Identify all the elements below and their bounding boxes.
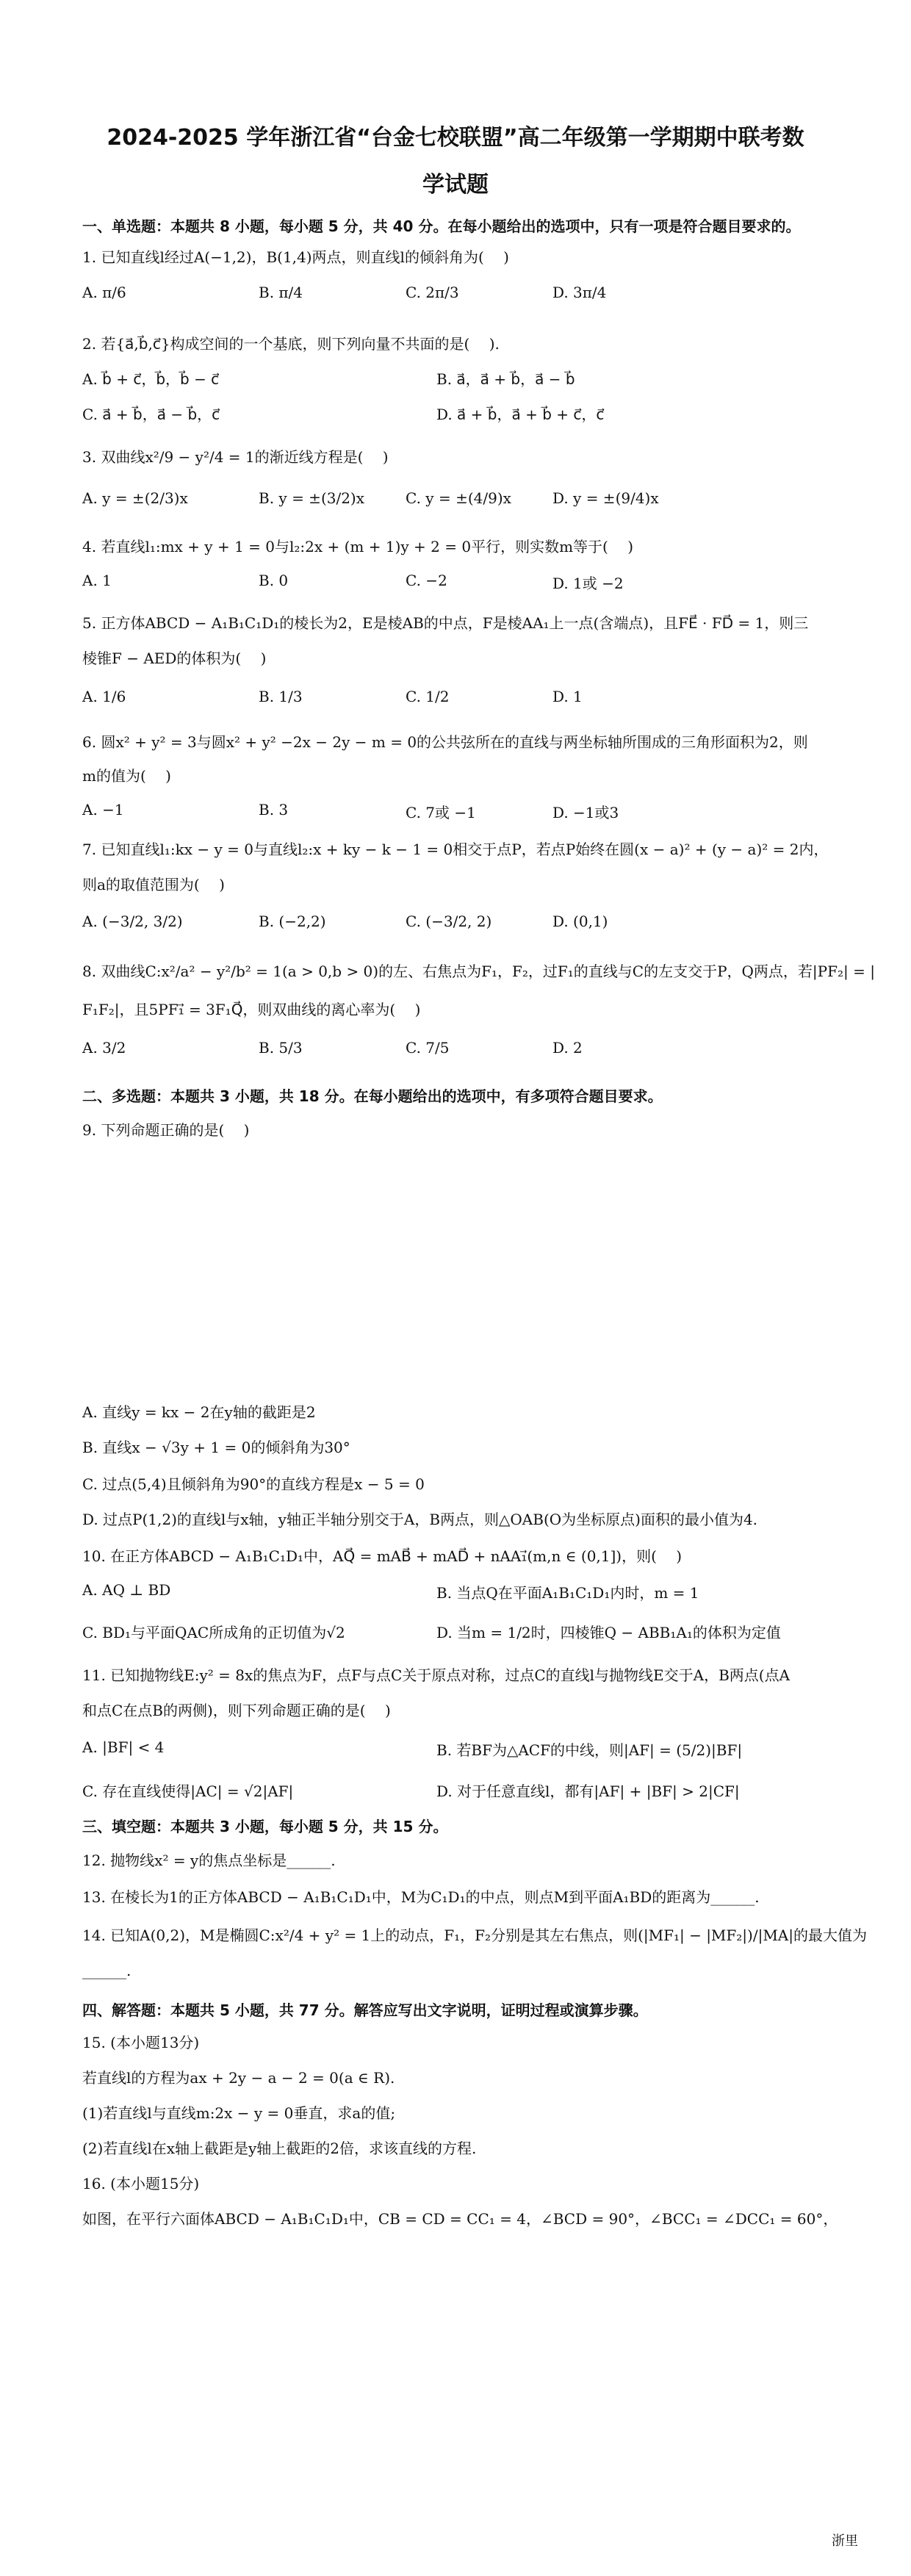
question-3-option-a: A. y = ±(2/3)x <box>82 489 188 507</box>
question-7-option-d: D. (0,1) <box>552 913 608 930</box>
question-4-option-c: C. −2 <box>406 572 447 589</box>
question-3-stem: 3. 双曲线x²/9 − y²/4 = 1的渐近线方程是( ) <box>82 448 389 466</box>
question-5-stem-line2: 棱锥F − AED的体积为( ) <box>82 650 267 667</box>
question-8-option-d: D. 2 <box>552 1039 583 1057</box>
question-7-option-a: A. (−3/2, 3/2) <box>82 913 183 930</box>
question-8-stem-line2: F₁F₂|，且5PF₁⃗ = 3F₁Q⃗，则双曲线的离心率为( ) <box>82 1001 421 1018</box>
section-heading-multiple-choice: 二、多选题：本题共 3 小题，共 18 分。在每小题给出的选项中，有多项符合题目要求。 <box>82 1087 663 1105</box>
question-16-stem: 如图，在平行六面体ABCD − A₁B₁C₁D₁中，CB = CD = CC₁ = 4，∠BCD = 90°，∠BCC₁ = ∠DCC₁ = 60°， <box>82 2210 838 2228</box>
question-5-option-d: D. 1 <box>552 688 583 705</box>
section-heading-single-choice: 一、单选题：本题共 8 小题，每小题 5 分，共 40 分。在每小题给出的选项中，只有一项是符合题目要求的。 <box>82 217 801 235</box>
question-10-option-c: C. BD₁与平面QAC所成角的正切值为√2 <box>82 1624 345 1641</box>
question-2-option-a: A. b⃗ + c⃗，b⃗，b⃗ − c⃗ <box>82 370 220 388</box>
section-heading-fill-in: 三、填空题：本题共 3 小题，每小题 5 分，共 15 分。 <box>82 1818 448 1835</box>
question-2-option-b: B. a⃗，a⃗ + b⃗，a⃗ − b⃗ <box>436 370 575 388</box>
question-11-option-a: A. |BF| < 4 <box>82 1738 165 1756</box>
question-16-heading: 16. (本小题15分) <box>82 2175 200 2192</box>
question-15-part-1: (1)若直线l与直线m:2x − y = 0垂直，求a的值; <box>82 2104 396 2122</box>
question-11-option-d: D. 对于任意直线l，都有|AF| + |BF| > 2|CF| <box>436 1782 740 1800</box>
question-6-stem-line2: m的值为( ) <box>82 767 171 785</box>
question-7-stem-line2: 则a的取值范围为( ) <box>82 876 225 893</box>
question-10-option-b: B. 当点Q在平面A₁B₁C₁D₁内时，m = 1 <box>436 1584 699 1602</box>
question-11-option-b: B. 若BF为△ACF的中线，则|AF| = (5/2)|BF| <box>436 1741 743 1759</box>
question-8-option-a: A. 3/2 <box>82 1039 126 1057</box>
question-9-option-c: C. 过点(5,4)且倾斜角为90°的直线方程是x − 5 = 0 <box>82 1475 425 1493</box>
question-5-option-b: B. 1/3 <box>259 688 303 705</box>
question-15-stem: 若直线l的方程为ax + 2y − a − 2 = 0(a ∈ R). <box>82 2069 395 2087</box>
question-9-option-b: B. 直线x − √3y + 1 = 0的倾斜角为30° <box>82 1439 350 1456</box>
question-4-stem: 4. 若直线l₁:mx + y + 1 = 0与l₂:2x + (m + 1)y + 2 = 0平行，则实数m等于( ) <box>82 538 634 555</box>
question-10-option-a: A. AQ ⊥ BD <box>82 1581 171 1599</box>
question-7-stem-line1: 7. 已知直线l₁:kx − y = 0与直线l₂:x + ky − k − 1 = 0相交于点P，若点P始终在圆(x − a)² + (y − a)² = 2内， <box>82 841 829 858</box>
document-title-line2: 学试题 <box>422 172 489 198</box>
question-1-option-a: A. π/6 <box>82 284 126 301</box>
question-7-option-b: B. (−2,2) <box>259 913 326 930</box>
question-8-stem-line1: 8. 双曲线C:x²/a² − y²/b² = 1(a > 0,b > 0)的左、右焦点为F₁，F₂，过F₁的直线与C的左支交于P，Q两点，若|PF₂| = | <box>82 963 875 980</box>
question-5-option-c: C. 1/2 <box>406 688 450 705</box>
question-15-part-2: (2)若直线l在x轴上截距是y轴上截距的2倍，求该直线的方程. <box>82 2140 477 2157</box>
question-6-option-a: A. −1 <box>82 801 124 819</box>
question-5-option-a: A. 1/6 <box>82 688 126 705</box>
question-6-option-c: C. 7或 −1 <box>406 804 476 821</box>
question-11-stem-line2: 和点C在点B的两侧)，则下列命题正确的是( ) <box>82 1702 391 1719</box>
page-footer-mark: 浙里 <box>832 2533 858 2549</box>
question-14-stem-line2: ______. <box>82 1962 132 1979</box>
question-11-stem-line1: 11. 已知抛物线E:y² = 8x的焦点为F，点F与点C关于原点对称，过点C的直线l与抛物线E交于A，B两点(点A <box>82 1666 791 1684</box>
section-heading-solution: 四、解答题：本题共 5 小题，共 77 分。解答应写出文字说明，证明过程或演算步骤。 <box>82 2001 648 2019</box>
question-9-stem: 9. 下列命题正确的是( ) <box>82 1121 250 1139</box>
document-title-line1: 2024-2025 学年浙江省“台金七校联盟”高二年级第一学期期中联考数 <box>107 125 804 151</box>
question-3-option-c: C. y = ±(4/9)x <box>406 489 511 507</box>
question-2-option-d: D. a⃗ + b⃗，a⃗ + b⃗ + c⃗，c⃗ <box>436 406 605 423</box>
question-4-option-d: D. 1或 −2 <box>552 575 624 592</box>
question-1-stem: 1. 已知直线l经过A(−1,2)，B(1,4)两点，则直线l的倾斜角为( ) <box>82 248 509 266</box>
question-15-heading: 15. (本小题13分) <box>82 2034 200 2051</box>
question-9-option-a: A. 直线y = kx − 2在y轴的截距是2 <box>82 1403 316 1421</box>
question-6-option-b: B. 3 <box>259 801 289 819</box>
question-6-option-d: D. −1或3 <box>552 804 619 821</box>
question-5-stem-line1: 5. 正方体ABCD − A₁B₁C₁D₁的棱长为2，E是棱AB的中点，F是棱AA₁上一点(含端点)，且FE⃗ · FD⃗ = 1，则三 <box>82 614 809 632</box>
question-12-stem: 12. 抛物线x² = y的焦点坐标是______. <box>82 1852 336 1869</box>
question-2-option-c: C. a⃗ + b⃗，a⃗ − b⃗，c⃗ <box>82 406 220 423</box>
question-9-option-d: D. 过点P(1,2)的直线l与x轴，y轴正半轴分别交于A，B两点，则△OAB(O为坐标原点)面积的最小值为4. <box>82 1511 758 1528</box>
question-10-stem: 10. 在正方体ABCD − A₁B₁C₁D₁中，AQ⃗ = mAB⃗ + mAD⃗ + nAA₁⃗(m,n ∈ (0,1])，则( ) <box>82 1547 683 1565</box>
question-8-option-c: C. 7/5 <box>406 1039 450 1057</box>
question-3-option-d: D. y = ±(9/4)x <box>552 489 659 507</box>
question-6-stem-line1: 6. 圆x² + y² = 3与圆x² + y² −2x − 2y − m = 0的公共弦所在的直线与两坐标轴所围成的三角形面积为2，则 <box>82 733 808 751</box>
question-11-option-c: C. 存在直线使得|AC| = √2|AF| <box>82 1782 294 1800</box>
question-10-option-d: D. 当m = 1/2时，四棱锥Q − ABB₁A₁的体积为定值 <box>436 1624 781 1641</box>
question-7-option-c: C. (−3/2, 2) <box>406 913 492 930</box>
question-1-option-b: B. π/4 <box>259 284 303 301</box>
question-4-option-b: B. 0 <box>259 572 289 589</box>
question-1-option-c: C. 2π/3 <box>406 284 459 301</box>
question-13-stem: 13. 在棱长为1的正方体ABCD − A₁B₁C₁D₁中，M为C₁D₁的中点，则点M到平面A₁BD的距离为______. <box>82 1888 760 1906</box>
question-14-stem-line1: 14. 已知A(0,2)，M是椭圆C:x²/4 + y² = 1上的动点，F₁，F₂分别是其左右焦点，则(|MF₁| − |MF₂|)/|MA|的最大值为 <box>82 1926 867 1944</box>
question-2-stem: 2. 若{a⃗,b⃗,c⃗}构成空间的一个基底，则下列向量不共面的是( ). <box>82 335 500 353</box>
question-3-option-b: B. y = ±(3/2)x <box>259 489 365 507</box>
question-8-option-b: B. 5/3 <box>259 1039 303 1057</box>
question-1-option-d: D. 3π/4 <box>552 284 607 301</box>
question-4-option-a: A. 1 <box>82 572 112 589</box>
